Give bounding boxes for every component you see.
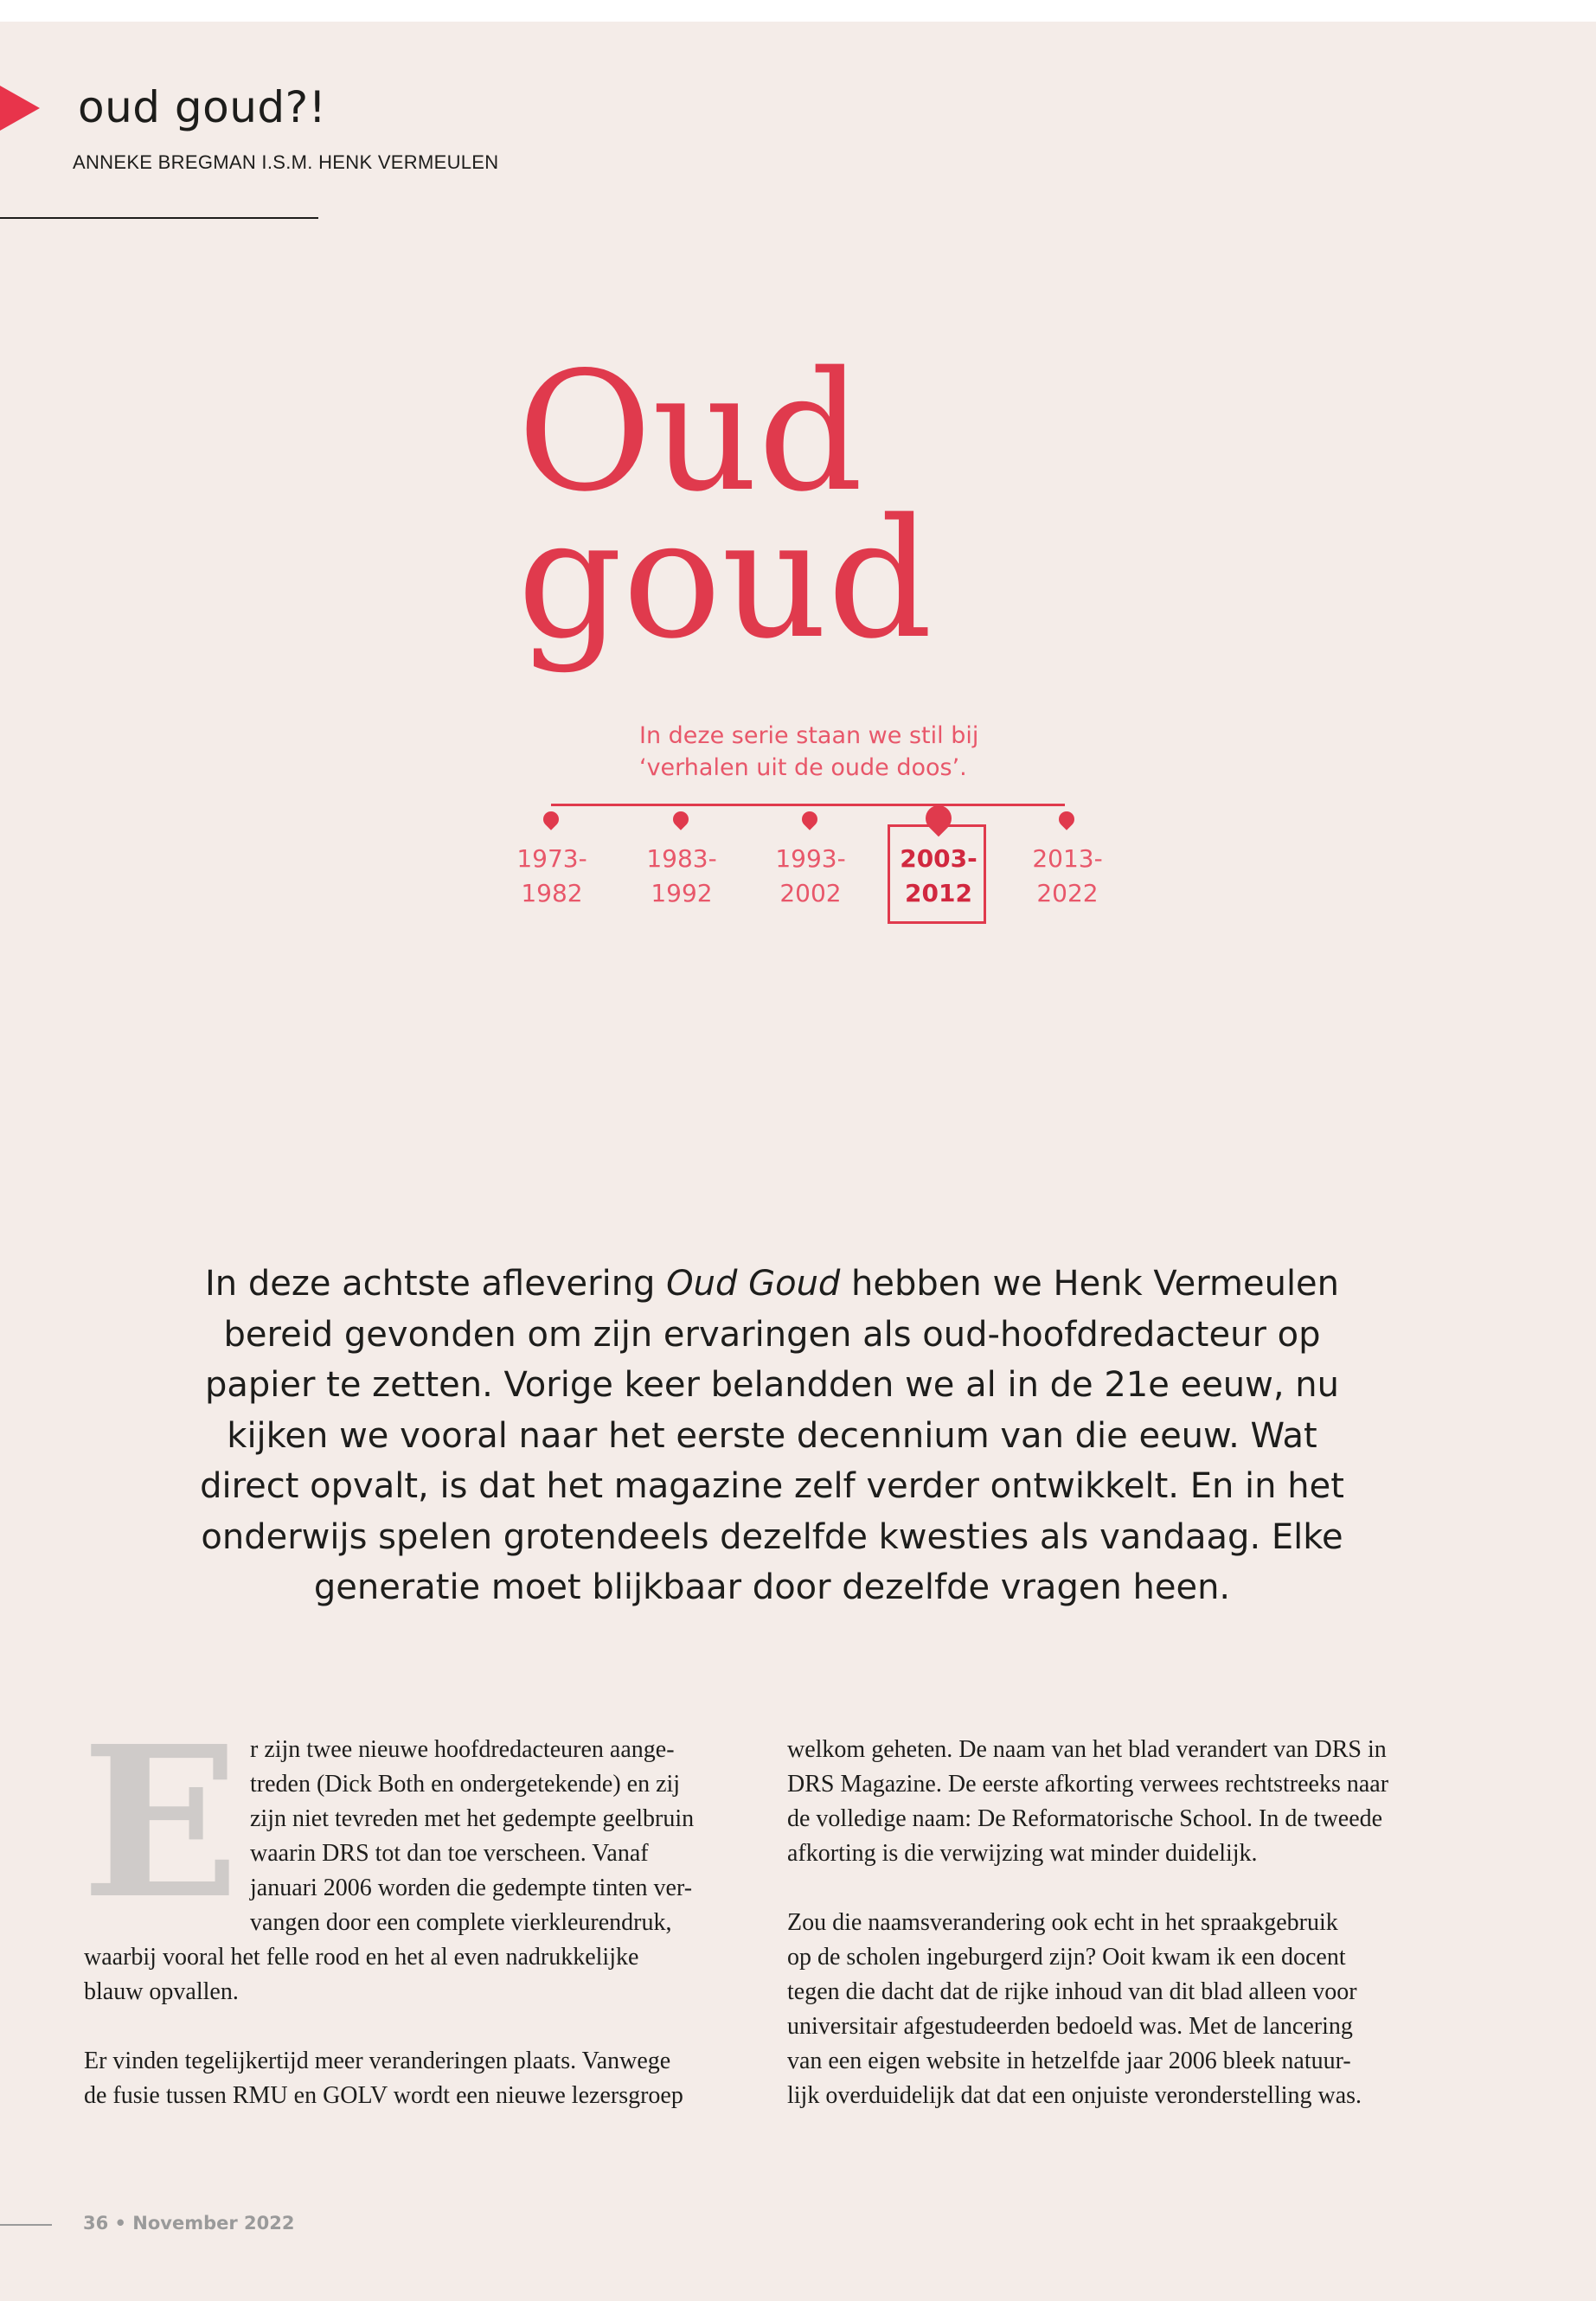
body-line: op de scholen ingeburgerd zijn? Ooit kwam ik een docent bbox=[787, 1944, 1346, 1971]
issue-date: November 2022 bbox=[132, 2213, 295, 2234]
magazine-page bbox=[0, 22, 1596, 2301]
timeline-pin-icon bbox=[798, 808, 820, 830]
series-note-line: ‘verhalen uit de oude doos’. bbox=[639, 754, 967, 781]
body-line: DRS Magazine. De eerste afkorting verwees rechtstreeks naar bbox=[787, 1771, 1389, 1798]
left-column bbox=[84, 1940, 683, 2113]
paragraph-gap bbox=[84, 2009, 683, 2044]
timeline-period-end: 2012 bbox=[905, 879, 972, 907]
section-title: oud goud?! bbox=[78, 82, 327, 132]
intro-line: bereid gevonden om zijn ervaringen als oud-hoofdredacteur op bbox=[223, 1314, 1321, 1355]
body-line: waarin DRS tot dan toe verscheen. Vanaf bbox=[250, 1840, 649, 1867]
paragraph-gap bbox=[787, 1871, 1388, 1906]
body-line: lijk overduidelijk dat dat een onjuiste veronderstelling was. bbox=[787, 2082, 1362, 2109]
body-line: januari 2006 worden die gedempte tinten ver- bbox=[250, 1875, 693, 1901]
timeline-pin-icon bbox=[1055, 808, 1077, 830]
article-authors: ANNEKE BREGMAN I.S.M. HENK VERMEULEN bbox=[73, 151, 499, 173]
timeline-axis bbox=[551, 804, 1065, 806]
body-line: r zijn twee nieuwe hoofdredacteuren aange- bbox=[250, 1736, 675, 1763]
body-line: zijn niet tevreden met het gedempte geelbruin bbox=[250, 1805, 695, 1832]
intro-line: kijken we vooral naar het eerste decennium van die eeuw. Wat bbox=[227, 1415, 1317, 1456]
right-column bbox=[787, 1733, 1388, 2113]
timeline-period-start: 1983- bbox=[646, 844, 717, 873]
timeline-period-end: 2022 bbox=[1036, 879, 1099, 907]
timeline-period bbox=[759, 842, 862, 911]
body-line: Er vinden tegelijkertijd meer veranderingen plaats. Vanwege bbox=[84, 2048, 671, 2074]
body-line: waarbij vooral het felle rood en het al even nadrukkelijke bbox=[84, 1944, 639, 1971]
intro-paragraph bbox=[199, 1259, 1345, 1613]
page-number: 36 bbox=[83, 2213, 109, 2234]
timeline-pin-icon bbox=[670, 808, 691, 830]
drop-cap: E bbox=[81, 1701, 240, 1945]
body-line: afkorting is die verwijzing wat minder duidelijk. bbox=[787, 1840, 1258, 1867]
body-line: welkom geheten. De naam van het blad verandert van DRS in bbox=[787, 1736, 1387, 1763]
intro-line: generatie moet blijkbaar door dezelfde vragen heen. bbox=[313, 1567, 1231, 1607]
timeline-period-active bbox=[887, 842, 990, 911]
timeline-period-end: 1982 bbox=[521, 879, 583, 907]
body-line: de volledige naam: De Reformatorische School. In de tweede bbox=[787, 1805, 1383, 1832]
timeline-period-start: 2013- bbox=[1032, 844, 1103, 873]
body-line: van een eigen website in hetzelfde jaar 2006 bleek natuur- bbox=[787, 2048, 1351, 2074]
footer-separator: • bbox=[114, 2213, 126, 2234]
timeline-period-start: 1973- bbox=[516, 844, 587, 873]
body-line: universitair afgestudeerden bedoeld was. Met de lancering bbox=[787, 2013, 1353, 2040]
body-line: Zou die naamsverandering ook echt in het spraakgebruik bbox=[787, 1909, 1338, 1936]
left-column-indented bbox=[250, 1733, 694, 1940]
intro-line: direct opvalt, is dat het magazine zelf verder ontwikkelt. En in het bbox=[200, 1466, 1344, 1506]
body-line: vangen door een complete vierkleurendruk, bbox=[250, 1909, 672, 1936]
series-note-line: In deze serie staan we stil bij bbox=[639, 722, 979, 749]
series-note bbox=[639, 720, 978, 784]
page-footer bbox=[83, 2213, 295, 2234]
article-title bbox=[517, 336, 933, 675]
article-title-line: Oud bbox=[517, 336, 863, 528]
footer-divider bbox=[0, 2224, 52, 2226]
body-line: tegen die dacht dat de rijke inhoud van dit blad alleen voor bbox=[787, 1978, 1357, 2005]
timeline-pin-icon bbox=[540, 808, 561, 830]
body-line: blauw opvallen. bbox=[84, 1978, 239, 2005]
body-line: de fusie tussen RMU en GOLV wordt een nieuwe lezersgroep bbox=[84, 2082, 683, 2109]
timeline-period bbox=[500, 842, 604, 911]
timeline-period-end: 1992 bbox=[651, 879, 713, 907]
timeline-period-start: 1993- bbox=[775, 844, 846, 873]
intro-line: In deze achtste aflevering Oud Goud hebben we Henk Vermeulen bbox=[204, 1264, 1340, 1304]
article-title-line: goud bbox=[517, 484, 933, 675]
timeline-period-start: 2003- bbox=[900, 844, 977, 873]
header-divider bbox=[0, 217, 318, 219]
intro-line: papier te zetten. Vorige keer belandden we al in de 21e eeuw, nu bbox=[204, 1365, 1339, 1405]
body-line: treden (Dick Both en ondergetekende) en zij bbox=[250, 1771, 681, 1798]
timeline-period-end: 2002 bbox=[779, 879, 842, 907]
timeline-period bbox=[1016, 842, 1119, 911]
timeline-period bbox=[630, 842, 734, 911]
section-marker-icon bbox=[0, 86, 40, 131]
intro-line: onderwijs spelen grotendeels dezelfde kwesties als vandaag. Elke bbox=[201, 1516, 1343, 1557]
series-name: Oud Goud bbox=[666, 1264, 841, 1304]
